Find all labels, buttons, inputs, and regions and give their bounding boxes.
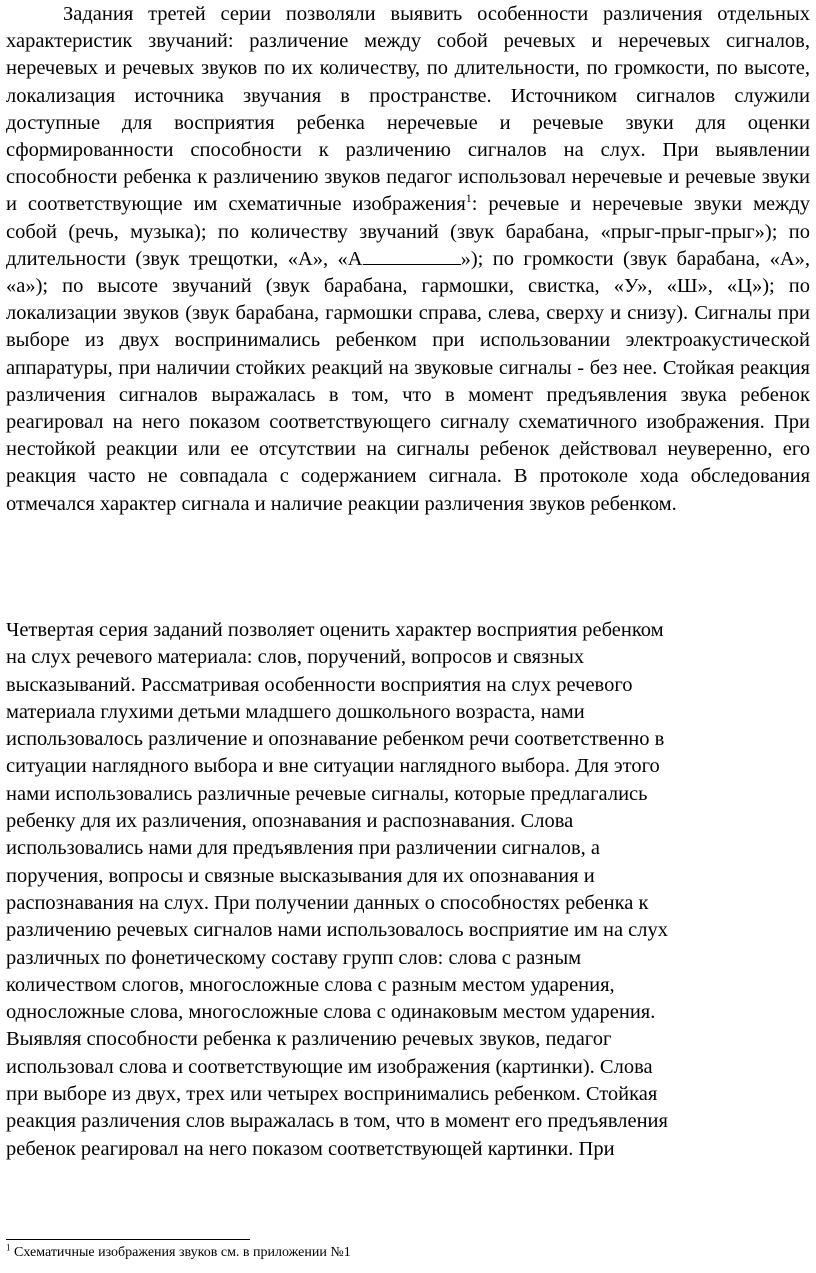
text-line: при выборе из двух, трех или четырех воспринимались ребенком. Стойкая [6,1083,658,1106]
text-line: ситуации наглядного выбора и вне ситуации наглядного выбора. Для этого [6,755,660,778]
text-line: односложные слова, многосложные слова с одинаковым местом ударения. [6,1001,656,1024]
underline-blank [363,249,461,265]
paragraph-fourth-series [6,617,806,1163]
text-line: количеством слогов, многосложные слова с разным местом ударения, [6,973,615,996]
text-line: использовалось различение и опознавание ребенком речи соответственно в [6,728,665,751]
footnote-marker: 1 [6,1242,11,1253]
paragraph-text: Задания третей серии позволяли выявить особенности различения отдельных характеристик звучаний: различение между собой речевых и неречевых сигналов, неречевых и речевых звуков по их количеству, по длительности, по громкости, по высоте, локализация источника звучания в пространстве. Источником сигналов служили доступные для восприятия ребенка неречевые и речевые звуки для оценки сформированности способности к различению сигналов на слух. При выявлении способности ребенка к различению звуков педагог использовал неречевые и речевые звуки и соответствующие им схематичные изображения [6,3,810,216]
text-line: ребенку для их различения, опознавания и распознавания. Слова [6,810,574,833]
footnote-text: Схематичные изображения звуков см. в приложении №1 [10,1245,351,1260]
text-line: ребенок реагировал на него показом соответствующей картинки. При [6,1137,615,1160]
text-line: различных по фонетическому составу групп слов: слова с разным [6,946,582,969]
text-line: Четвертая серия заданий позволяет оценить характер восприятия ребенком [6,619,664,641]
text-line: на слух речевого материала: слов, поручений, вопросов и связных [6,646,585,669]
paragraph-text: : речевые и неречевые звуки между собой (речь, музыка); по количеству звучаний (звук барабана, «прыг-прыг-прыг»); по длительности (звук трещотки, «А», «А [6,193,810,270]
text-line: различению речевых сигналов нами использовалось восприятие им на слух [6,919,669,942]
footnote [6,1244,806,1262]
text-line: нами использовались различные речевые сигналы, которые предлагались [6,782,648,805]
paragraph-text: »); по громкости (звук барабана, «А», «а»); по высоте звучаний (звук барабана, гармошки, свистка, «У», «Ш», «Ц»); по локализации звуков (звук барабана, гармошки справа, слева, сверху и снизу). Сигналы при выборе из двух воспринимались ребенком при использовании электроакустической аппаратуры, при наличии стойких реакций на звуковые сигналы - без нее. Стойкая реакция различения сигналов выражалась в том, что в момент предъявления звука ребенок реагировал на него показом соответствующего сигналу схематичного изображения. При нестойкой реакции или ее отсутствии на сигналы ребенок действовал неуверенно, его реакция часто не совпадала с содержанием сигнала. В протоколе хода обследования отмечался характер сигнала и наличие реакции различения звуков ребенком. [6,247,810,515]
text-line: материала глухими детьми младшего дошкольного возраста, нами [6,700,585,723]
text-line: реакция различения слов выражалась в том, что в момент его предъявления [6,1110,668,1133]
paragraph-third-series [6,1,810,518]
footnote-separator [6,1239,250,1240]
text-line: Выявляя способности ребенка к различению речевых звуков, педагог [6,1028,612,1051]
text-line: высказываний. Рассматривая особенности восприятия на слух речевого [6,673,633,696]
text-line: использовались нами для предъявления при различении сигналов, а [6,837,601,860]
footnote-reference[interactable]: 1 [465,191,472,206]
text-line: распознавания на слух. При получении данных о способностях ребенка к [6,891,649,914]
text-line: использовал слова и соответствующие им изображения (картинки). Слова [6,1055,653,1078]
text-line: поручения, вопросы и связные высказывания для их опознавания и [6,864,595,887]
